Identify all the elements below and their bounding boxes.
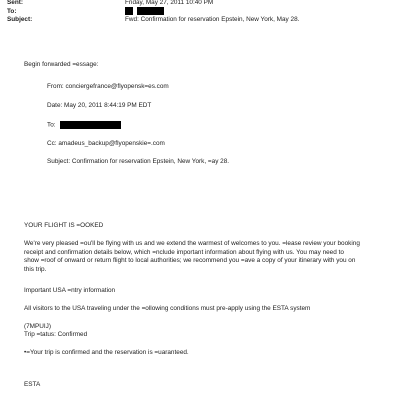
esta-heading: ESTA [24,381,41,388]
esta-notice: All visitors to the USA traveling under the =ollowing conditions must pre-apply using the ESTA system [24,305,311,312]
sent-value: Friday, May 27, 2011 10:40 PM [125,0,214,6]
intro-line: this trip. [24,265,47,273]
confirmation-line: •=Your trip is confirmed and the reservation is =uaranteed. [24,349,189,356]
sent-label: Sent: [7,0,23,6]
forward-to-row [47,121,400,130]
intro-line: receipt and confirmation details below, which =nclude important information about flying with us. You may need to [24,248,344,256]
subject-row [0,15,400,24]
important-usa: Important USA =ntry information [24,287,116,294]
intro-paragraph [24,240,396,274]
forward-from: From: conciergefrance@flyopensk=es.com [47,83,169,90]
forward-subject: Subject: Confirmation for reservation Epstein, New York, =ay 28. [47,158,230,165]
flight-heading: YOUR FLIGHT IS =OOKED [24,222,104,229]
to-label: To: [7,8,17,15]
booking-code: (7MPUIJ) [24,323,51,330]
subject-label: Subject: [7,16,33,23]
redaction-block [60,121,121,129]
subject-value: Fwd: Confirmation for reservation Epstein, New York, May 28. [125,16,300,23]
trip-status: Trip =tatus: Confirmed [24,331,88,338]
forward-cc: Cc: amadeus_backup@flyopenskie=.com [47,140,165,147]
forward-begin: Begin forwarded =essage: [24,61,99,68]
intro-line: We're very pleased =ou'll be flying with us and we extend the warmest of welcomes to you. =lease review your booking [24,240,360,247]
sent-row [0,0,400,7]
forward-to-label: To: [47,121,56,129]
intro-line: show =roof of onward or return flight to local authorities; we recommend you =ave a copy of your itinerary with you on [24,257,356,265]
forward-date: Date: May 20, 2011 8:44:19 PM EDT [47,102,152,109]
